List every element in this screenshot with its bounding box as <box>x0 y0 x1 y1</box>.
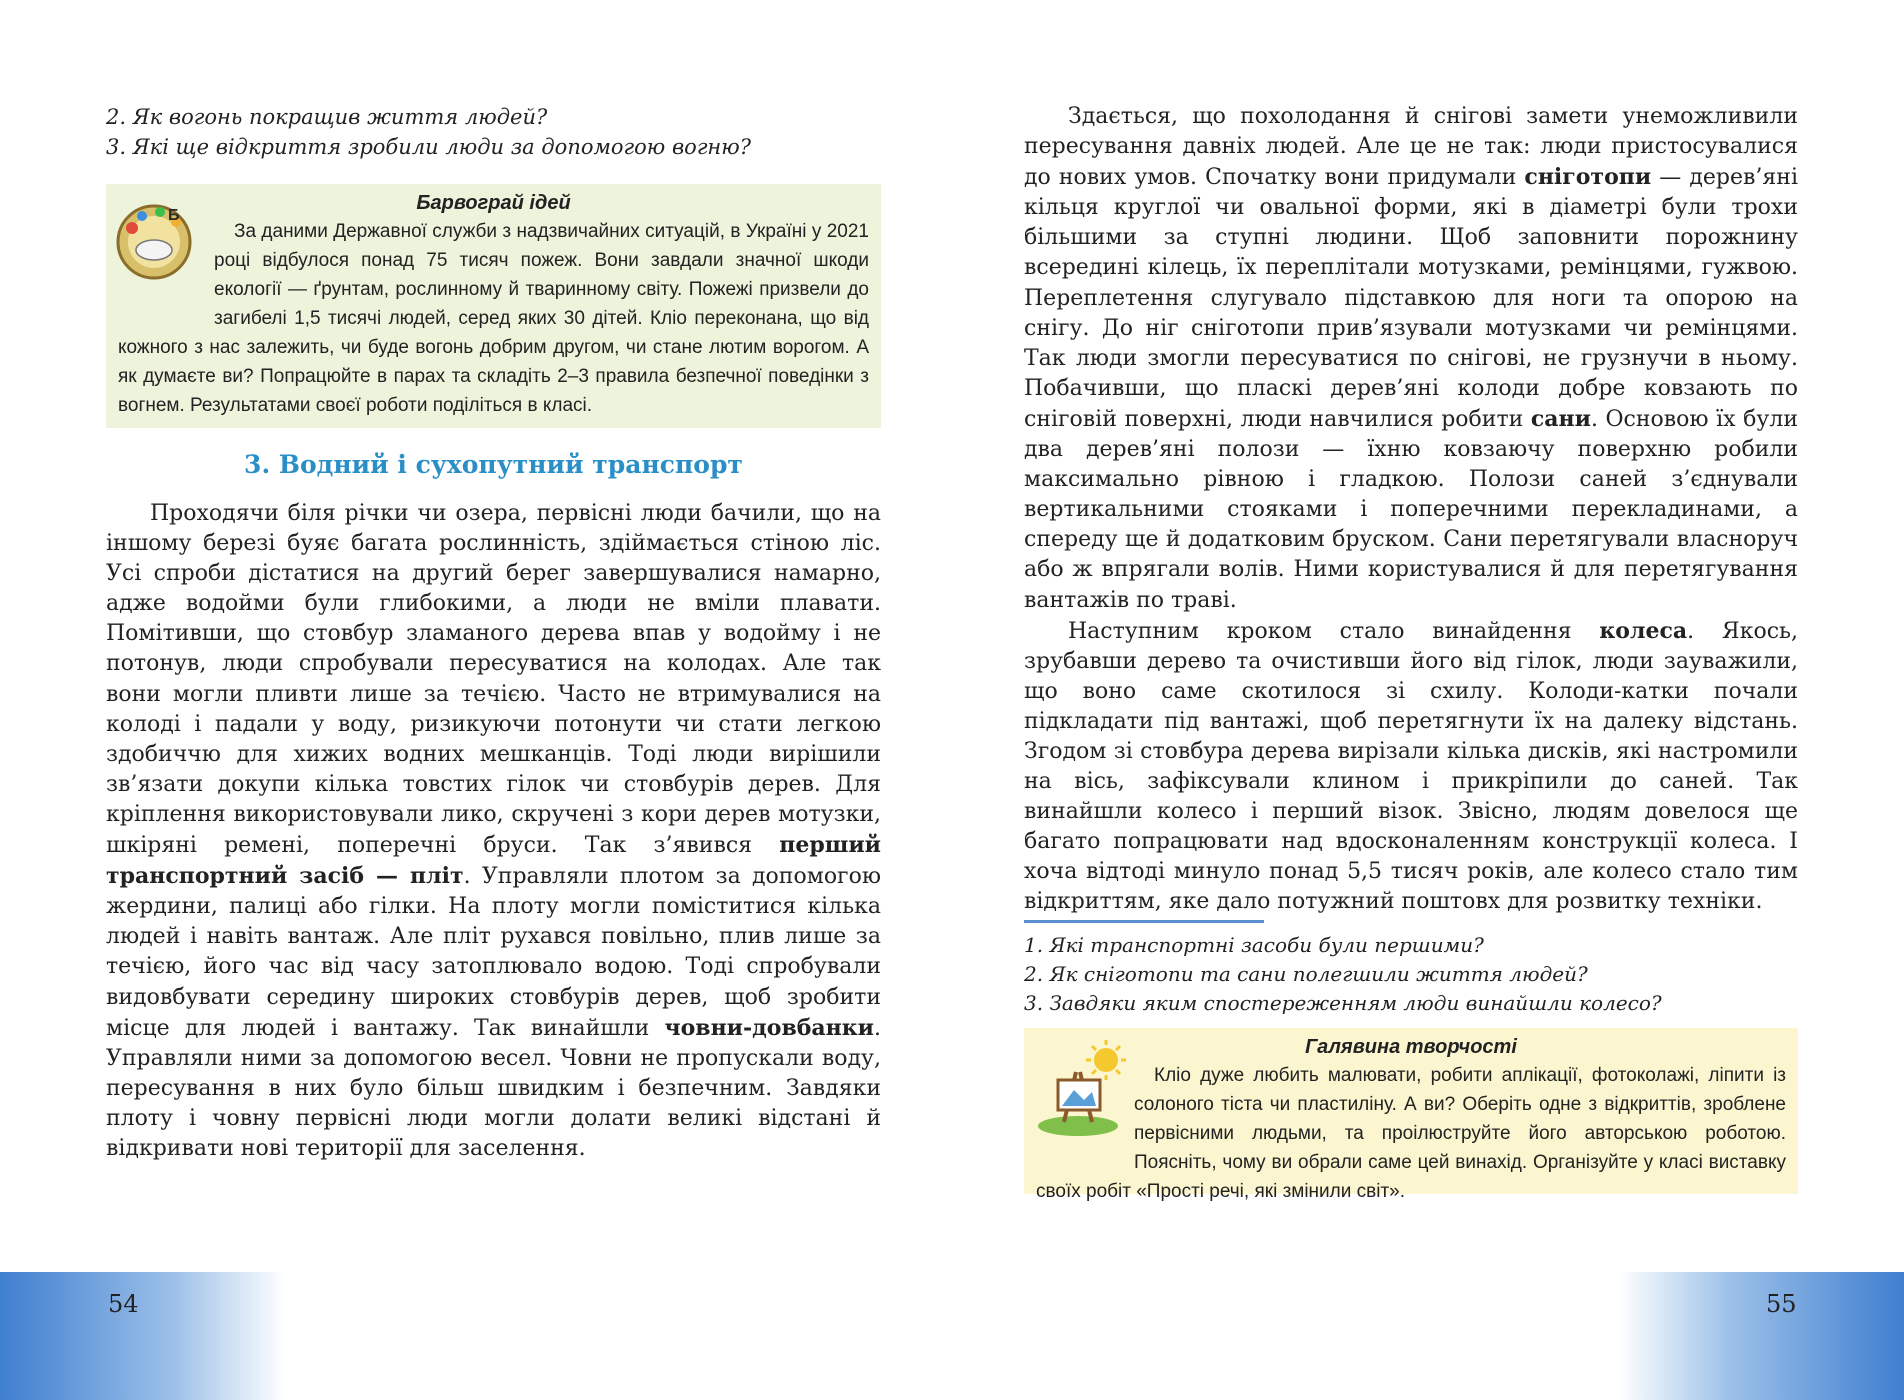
page-number-right: 55 <box>1766 1290 1797 1318</box>
idea-box <box>106 184 881 428</box>
paragraph-text: . Основою їх були два дерев’яні полози — їхню ковзаючу поверхню робили максимально рівною і гладкою. Полози саней з’єднували вертикальними стояками і поперечними перекладинами, а спереду ще й додатковим бруском. Сани перетягували власноруч або ж впрягали волів. Ними користувалися й для перетягування вантажів по траві. <box>1024 406 1798 613</box>
svg-text:Б: Б <box>168 207 180 224</box>
page-footer-band <box>0 1272 1904 1400</box>
idea-box-title: Барвограй ідей <box>416 192 571 214</box>
paragraph-text: — дерев’яні кільця круглої чи овальної форми, які в діаметрі були трохи більшими за ступні людини. Щоб заповнити порожнину всередині кілець, їх переплітали мотузками, ремінцями, гужвою. Переплетення слугувало підставкою для ноги та опорою на снігу. До ніг сніготопи прив’язували мотузками чи ремінцями. Так люди змогли пересуватися по снігові, не грузнучи в ньому. Побачивши, що пласкі дерев’яні колоди добре ковзають по сніговій поверхні, люди навчилися робити <box>1024 165 1798 432</box>
creativity-box-title: Галявина творчості <box>1305 1035 1517 1058</box>
divider <box>1024 920 1264 923</box>
paragraph-transport <box>106 499 881 1164</box>
bold-term-raft: перший транспортний засіб — пліт <box>106 832 881 890</box>
question-1: 1. Які транспортні засоби були першими? <box>1024 932 1484 957</box>
right-page-column <box>1024 102 1798 1202</box>
paragraph-text: Здається, що похолодання й снігові замети унеможливили пересування давніх людей. Але це не так: люди пристосувалися до нових умов. Спочатку вони придумали <box>1024 104 1798 191</box>
section-title: 3. Водний і сухопутний транспорт <box>244 450 743 479</box>
question-3: 3. Завдяки яким спостереженням люди винайшли колесо? <box>1024 990 1662 1015</box>
idea-box-text: За даними Державної служби з надзвичайних ситуацій, в Україні у 2021 році відбулося понад 75 тисяч пожеж. Вони завдали значної шкоди екології — ґрунтам, рослинному й тваринному світу. Пожежі призвели до загибелі 1,5 тисячі людей, серед яких 30 дітей. Кліо переконана, що від кожного з нас залежить, чи буде вогонь добрим другом, чи стане лютим ворогом. А як думаєте ви? Попрацюйте в парах та складіть 2–3 правила безпечної поведінки з вогнем. Результатами своєї роботи поділіться в класі. <box>118 221 869 416</box>
page-number-left: 54 <box>108 1290 139 1318</box>
creativity-box-text: Кліо дуже любить малювати, робити аплікації, фотоколажі, ліпити із солоного тіста чи пластиліну. А ви? Оберіть одне з відкриттів, зроблене первісними людьми, та проілюструйте його авторською роботою. Поясніть, чому ви обрали саме цей винахід. Організуйте у класі виставку своїх робіт «Прості речі, які змінили світ». <box>1036 1064 1786 1202</box>
question-3: 3. Які ще відкриття зробили люди за допомогою вогню? <box>106 135 752 159</box>
easel-sun-icon <box>1034 1038 1134 1138</box>
question-2: 2. Як вогонь покращив життя людей? <box>106 105 548 129</box>
paragraph-text: . Управляли плотом за допомогою жердини, палиці або гілки. На плоту могли поміститися кілька людей і навіть вантаж. Але пліт рухався повільно, плив лише за течією, його час від часу затоплювало водою. Тоді спробували видовбувати середину широких стовбурів дерев, щоб зробити місце для людей і вантажу. Так винайшли <box>106 864 881 1041</box>
creativity-box <box>1024 1028 1798 1202</box>
paragraph-snow <box>1024 102 1798 616</box>
bold-term-wheel: колеса <box>1599 617 1688 644</box>
bold-term-sled: сани <box>1530 405 1591 432</box>
left-page-column <box>106 102 881 1164</box>
palette-icon <box>112 198 198 282</box>
paragraph-text: . Якось, зрубавши дерево та очистивши його від гілок, люди зауважили, що воно саме скотилося зі схилу. Колоди-катки почали підкладати під вантажі, щоб перетягнути їх на далеку відстань. Згодом зі стовбура дерева вирізали кілька дисків, які настромили на вісь, зафіксували клином і прикріпили до саней. Так винайшли колесо і перший візок. Звісно, людям довелося ще багато попрацювати над вдосконаленням конструкції колеса. І хоча відтоді минуло понад 5,5 тисяч років, але колесо стало тим відкриттям, яке дало потужний поштовх для розвитку техніки. <box>1024 618 1798 915</box>
bold-term-dugout: човни-довбанки <box>664 1014 874 1041</box>
bold-term-snowshoes: сніготопи <box>1524 164 1652 191</box>
paragraph-text: Наступним кроком стало винайдення <box>1068 618 1600 644</box>
paragraph-text: . Управляли ними за допомогою весел. Човни не пропускали воду, пересування в них було більш швидким і безпечним. Завдяки плоту і човну первісні люди могли долати великі відстані й відкривати нові території для заселення. <box>106 1015 881 1161</box>
paragraph-wheel <box>1024 616 1798 918</box>
paragraph-text: Проходячи біля річки чи озера, первісні люди бачили, що на іншому березі буяє багата рослинність, здіймається стіною ліс. Усі спроби дістатися на другий берег завершувалися намарно, адже водойми були глибокими, а люди не вміли плавати. Помітивши, що стовбур зламаного дерева впав у водойму і не потонув, люди спробували пересуватися на колодах. Але так вони могли пливти лише за течією. Часто не втримувалися на колоді і падали у воду, ризикуючи потонути чи стати легкою здобиччю для хижих водних мешканців. Тоді люди вирішили зв’язати докупи кілька товстих гілок чи стовбурів дерев. Для кріплення використовували лико, скручені з кори дерев мотузки, шкіряні ремені, поперечні бруси. Так з’явився <box>106 501 881 859</box>
question-2: 2. Як сніготопи та сани полегшили життя людей? <box>1024 961 1588 986</box>
